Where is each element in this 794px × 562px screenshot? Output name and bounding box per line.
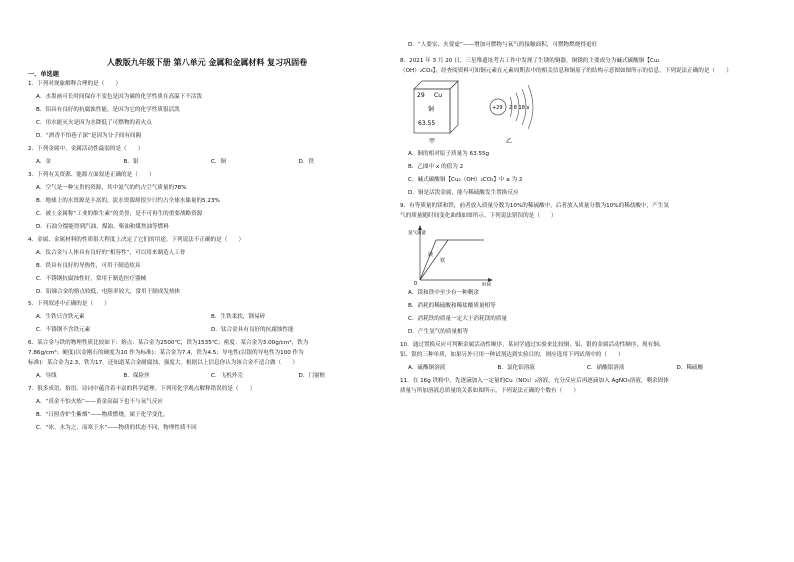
option-a[interactable]: A．空气是一种宝贵的资源，其中氮气的约占空气质量的78%: [36, 184, 187, 191]
option-c[interactable]: C．飞机外壳: [211, 373, 243, 380]
atomic-number: 29: [417, 91, 425, 99]
question-stem-line: 铝、银的三种单质，如果另外只用一种试剂达到实验目的，则应选用下列试剂中的（ ）: [400, 351, 624, 358]
option-a[interactable]: A．铜的相对原子质量为 63.55g: [408, 150, 490, 157]
question-stem: 1．下列对现象解释合理的是（ ）: [28, 80, 122, 87]
question-stem-line: 11．在 16g 铁粉中，先逐滴加入一定量的Cu（NO₃）₂溶液，充分反应后再逐滴加入 AgNO₃溶液，剩余固体: [400, 377, 669, 384]
option-b[interactable]: B．银: [123, 158, 139, 165]
option-a[interactable]: A．金: [36, 158, 52, 165]
question-stem-line: 气的质量随时间变化曲线如图所示。下列说法错误的是（ ）: [400, 212, 557, 219]
option-c[interactable]: C．硝酸银溶液: [587, 364, 625, 371]
option-b[interactable]: B．保险丝: [123, 373, 150, 380]
option-d[interactable]: D．石油分馏能得到汽油、煤油、柴油和煤焦油等燃料: [36, 223, 169, 230]
option-d[interactable]: D．“人要实，火要虚”——增加可燃物与氧气的接触面积，可燃物燃烧得更旺: [408, 42, 598, 48]
question-stem-line: 9．有等质量的镁和铁，前者放入质量分数为10%的稀硫酸中，后者放入质量分数为10%的稀盐酸中，产生氢: [400, 202, 669, 209]
x-axis-arrow: [488, 278, 493, 282]
option-d[interactable]: D．铜是活泼金属，能与稀硫酸发生置换反应: [408, 189, 519, 196]
option-d[interactable]: D．门窗框: [298, 373, 326, 380]
caption-jia: 甲: [429, 137, 436, 145]
question-stem: 7．很多成语、俗语、诗词中蕴含着丰富的科学道理。下列用化学观点解释错误的是（ ）: [28, 386, 256, 393]
option-c[interactable]: C．“冰，水为之，而寒于水”——物质的状态不同，物理性质不同: [36, 425, 197, 432]
question-stem: 5．下列叙述中正确的是（ ）: [28, 301, 110, 308]
origin-label: 0: [414, 280, 418, 286]
option-b[interactable]: B．铁具有良好的导热性，可用于制造炊具: [36, 262, 141, 269]
option-a[interactable]: A．钛合金与人体具有良好的“相容性”，可以用来制造人工骨: [36, 249, 186, 256]
nucleus-charge: +29: [492, 104, 503, 111]
option-a[interactable]: A．水墨画可长时间保存不变色是因为碳的化学性质在高温下不活泼: [36, 93, 203, 100]
option-b[interactable]: B．铝具有良好的抗腐蚀性能，是因为它的化学性质很活泼: [36, 106, 180, 113]
element-symbol: Cu: [434, 91, 442, 99]
element-tile: [414, 81, 458, 133]
option-d[interactable]: D．钛合金具有良好的抗腐蚀性能: [211, 327, 294, 334]
copper-diagram: [406, 77, 606, 147]
option-d[interactable]: D．稀硫酸: [676, 364, 704, 371]
question-stem-line: 10．通过置换反应可判断金属活动性顺序，某同学通过实验来比较铜、铝、银的金属活动性顺序，现有铜、: [400, 341, 665, 348]
question-5: [28, 301, 386, 340]
page-title: 人教版九年级下册 第八单元 金属和金属材料 复习巩固卷: [106, 58, 308, 67]
left-column: [28, 0, 386, 438]
option-a[interactable]: A．“真金不怕火炼”——黄金高温下也不与氧气反应: [36, 399, 164, 406]
option-b[interactable]: B．生铁柔软，钢易碎: [211, 314, 266, 321]
question-6: [28, 340, 386, 380]
option-c[interactable]: C．碱式碳酸铜【Cu₂（OH）₂CO₃】中 a 为 2: [408, 176, 523, 183]
option-a[interactable]: A．导线: [36, 373, 57, 380]
question-stem: 4．金属、金属材料的性质很大程度上决定了它们的用途。下列说法不正确的是（ ）: [28, 236, 245, 243]
question-stem: 3．下列有关资源、能源方面叙述正确的是（ ）: [28, 171, 155, 178]
option-c[interactable]: C．不锈钢不含铁元素: [36, 327, 91, 334]
option-d[interactable]: D．产生氢气的质量相等: [408, 328, 469, 335]
x-axis-label: 时间: [482, 282, 491, 286]
question-stem-line: 标准)：某合金为2.3，铁为17。还知道某合金耐腐蚀、强度大。根据以上信息你认为该合金不适合做（ ）: [28, 360, 298, 367]
y-axis-label: 氢气质量: [408, 230, 426, 236]
question-stem-line: 质量与所加溶液总质量的关系如图所示，下列说法正确的个数有（ ）: [400, 387, 580, 394]
caption-yi: 乙: [506, 137, 513, 145]
y-axis-arrow: [418, 225, 422, 230]
section-heading: 一、单选题: [28, 71, 59, 78]
option-c[interactable]: C．被土金属称“工业的维生素”的美誉，是不可再生的重要战略资源: [36, 210, 203, 217]
option-b[interactable]: B．“日照香炉生紫烟”——物质燃烧，属于化学变化。: [36, 412, 169, 419]
element-name: 铜: [428, 105, 435, 113]
option-d[interactable]: D．铁: [298, 158, 314, 165]
option-c[interactable]: C．用水能灭火是因为水降低了可燃物的着火点: [36, 119, 152, 126]
question-stem-line: 6．某合金与铁的物理性质比较如下：熔点：某合金为2500℃，铁为1535℃；密度：某合金为3.00g/cm³，铁为: [28, 340, 309, 347]
question-4: [28, 237, 386, 296]
option-d[interactable]: D．铅锑合金的熔点较低，电阻率较大，常用于制成发热体: [36, 288, 181, 295]
shell-electrons: 2 8 18 x: [509, 104, 530, 111]
right-column: [400, 42, 766, 395]
question-11: [400, 378, 766, 395]
question-stem-line: 7.86g/cm³；硬度(以金刚石的硬度为10 作为标准)：某合金为7.4，铁为4.5；导电性(以银的导电性为100 作为: [28, 350, 304, 357]
atomic-mass: 63.55: [418, 119, 436, 127]
option-a[interactable]: A．镁和铁中至少有一种剩余: [408, 289, 479, 296]
atom-structure: [490, 85, 533, 129]
option-a[interactable]: A．生铁只含铁元素: [36, 314, 85, 321]
question-stem-line: 8．2021 年 3 月 20 日，三星堆遗址考古工作中发现了生锈的铜器，铜锈的主要成分为碱式碳酸铜【Cu₂: [400, 57, 660, 64]
option-c[interactable]: C．铜: [211, 158, 227, 165]
option-d[interactable]: D．“酒香不怕巷子深”是因为分子间有间隔: [36, 132, 142, 139]
question-3: [28, 172, 386, 231]
curve-mg-label: 镁: [428, 251, 434, 258]
option-c[interactable]: C．不锈钢抗腐蚀性好，常用于制造医疗器械: [36, 275, 147, 282]
option-b[interactable]: B．乙图中 x 的值为 2: [408, 163, 464, 170]
question-stem: 2．下列金属中，金属活动性最弱的是（ ）: [28, 145, 144, 152]
question-7: [28, 386, 386, 432]
curve-mg: [420, 240, 484, 280]
option-b[interactable]: B．氯化铝溶液: [497, 364, 535, 371]
option-b[interactable]: B．地球上的水资源是丰富的，淡水资源却很少只约占全球水储量的5.23%: [36, 197, 220, 204]
hydrogen-graph-svg: [406, 222, 526, 286]
question-stem-line: （OH）₂CO₃】，经查阅资料可知铜元素在元素周期表中的相关信息和铜原子的结构示意图如图所示的信息，下列说法正确的是（ ）: [400, 67, 732, 74]
option-a[interactable]: A．硫酸铜溶液: [408, 364, 446, 371]
hydrogen-graph: [406, 222, 766, 286]
question-1: [28, 81, 386, 140]
curve-fe-label: 铁: [440, 257, 446, 264]
option-c[interactable]: C．消耗铁的质量一定大于消耗镁的质量: [408, 315, 508, 322]
question-2: [28, 146, 386, 166]
question-10: [400, 342, 766, 372]
copper-figure: [406, 77, 766, 147]
option-b[interactable]: B．消耗的稀硫酸和稀盐酸质量相等: [408, 302, 496, 309]
question-8: [400, 58, 766, 197]
question-9: [400, 203, 766, 336]
